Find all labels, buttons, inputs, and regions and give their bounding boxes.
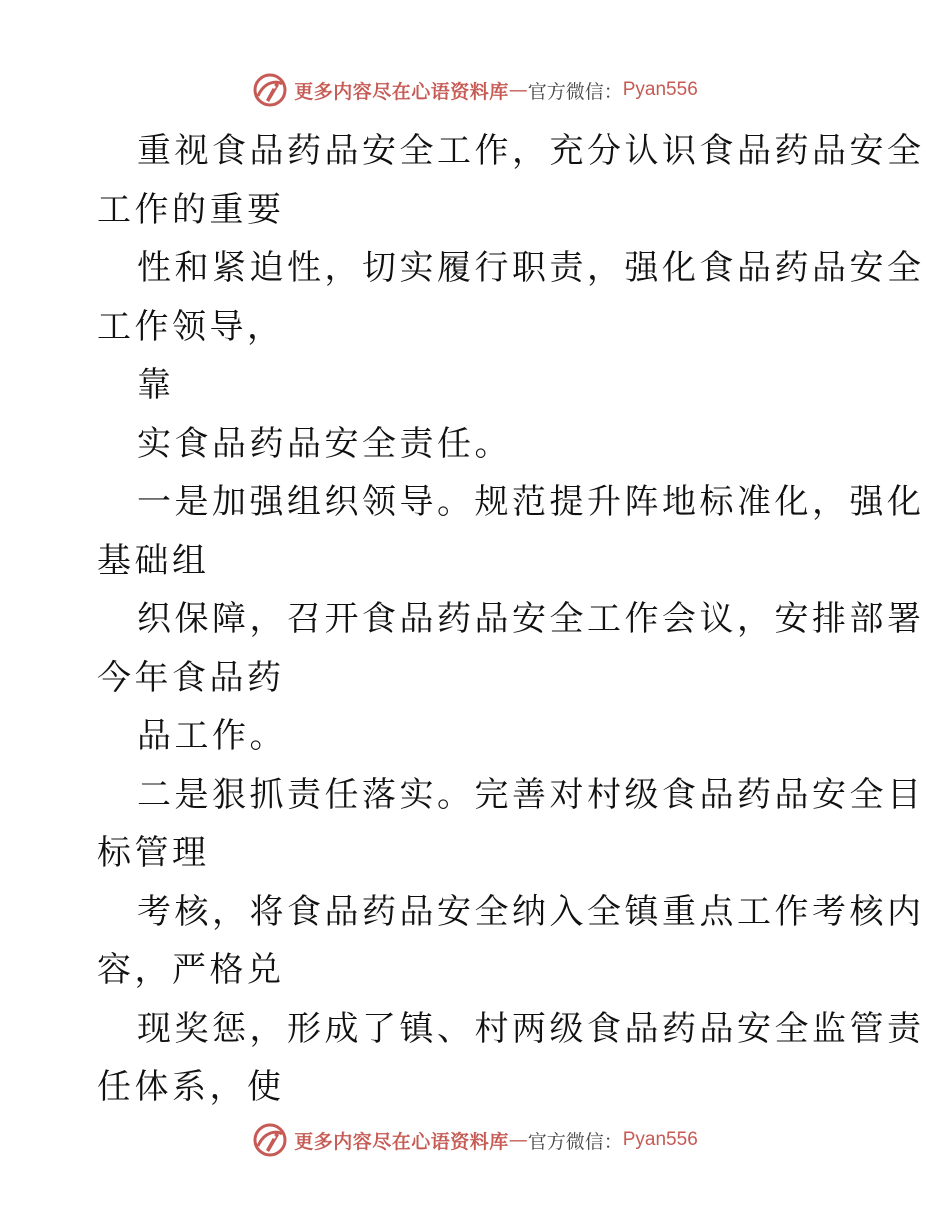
text-line: 一是加强组织领导。规范提升阵地标准化，强化 xyxy=(137,482,925,522)
footer-banner xyxy=(0,1120,950,1160)
text-line: 性和紧迫性，切实履行职责，强化食品药品安全 xyxy=(137,248,925,288)
wechat-id: Pyan556 xyxy=(622,79,698,100)
wechat-label: 官方微信： xyxy=(527,80,623,103)
text-line: 标管理 xyxy=(97,833,210,873)
wechat-id: Pyan556 xyxy=(622,1129,698,1150)
brand-text: 更多内容尽在心语资料库 xyxy=(294,1130,509,1153)
text-line: 实食品药品安全责任。 xyxy=(137,423,512,464)
header-banner xyxy=(0,70,950,110)
wechat-label: 官方微信： xyxy=(527,1130,623,1153)
text-line: 考核，将食品药品安全纳入全镇重点工作考核内 xyxy=(137,891,925,932)
brand-separator: — xyxy=(508,1129,528,1151)
text-line: 今年食品药 xyxy=(97,657,285,698)
text-line: 容，严格兑 xyxy=(97,950,285,990)
text-line: 任体系，使 xyxy=(97,1067,285,1107)
pen-nib-swirl-icon xyxy=(252,72,288,108)
text-line: 重视食品药品安全工作，充分认识食品药品安全 xyxy=(137,131,925,171)
text-line: 基础组 xyxy=(97,540,210,581)
pen-nib-swirl-icon xyxy=(252,1122,288,1158)
text-line: 品工作。 xyxy=(137,716,287,756)
document-body xyxy=(97,122,925,1117)
text-line: 织保障，召开食品药品安全工作会议，安排部署 xyxy=(137,599,925,639)
text-line: 现奖惩，形成了镇、村两级食品药品安全监管责 xyxy=(137,1008,925,1049)
text-line: 工作的重要 xyxy=(97,189,285,230)
brand-separator: — xyxy=(508,79,528,101)
brand-text: 更多内容尽在心语资料库 xyxy=(294,80,509,103)
text-line: 靠 xyxy=(137,365,175,405)
text-line: 二是狠抓责任落实。完善对村级食品药品安全目 xyxy=(137,774,925,815)
text-line: 工作领导， xyxy=(97,306,285,347)
